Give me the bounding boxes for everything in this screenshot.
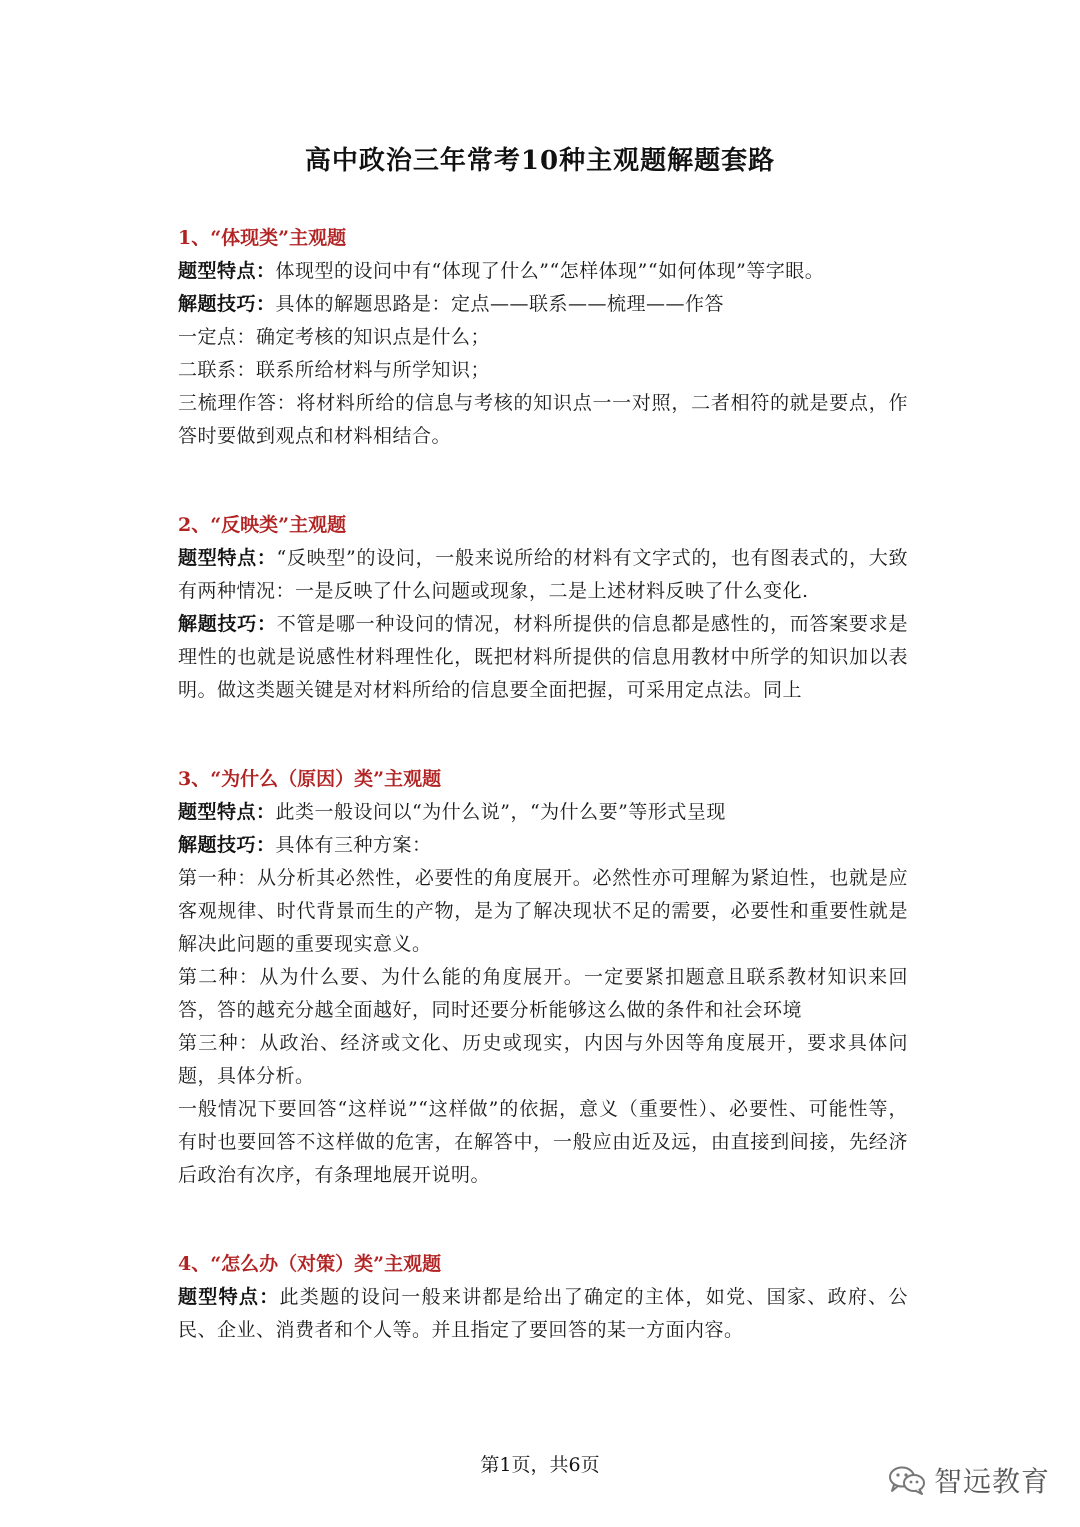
paragraph-text: 第三种：从政治、经济或文化、历史或现实，内因与外因等角度展开，要求具体问题，具体分析。 [178, 1032, 908, 1087]
paragraph [178, 1093, 908, 1192]
document-body [178, 222, 908, 1347]
paragraph-text: 二联系：联系所给材料与所学知识； [178, 359, 491, 381]
section-heading: 1、“体现类”主观题 [178, 227, 347, 249]
paragraph [178, 354, 908, 387]
section-heading: 2、“反映类”主观题 [178, 514, 347, 536]
paragraph-text: 一定点：确定考核的知识点是什么； [178, 326, 491, 348]
section-2 [178, 509, 908, 707]
paragraph [178, 321, 908, 354]
paragraph-lead: 解题技巧： [178, 834, 276, 856]
section-heading: 3、“为什么（原因）类”主观题 [178, 768, 442, 790]
paragraph-lead: 解题技巧： [178, 293, 276, 315]
watermark-text: 智远教育 [934, 1465, 1051, 1498]
paragraph [178, 1281, 908, 1347]
paragraph [178, 387, 908, 453]
paragraph [178, 542, 908, 608]
section-3 [178, 763, 908, 1192]
paragraph [178, 288, 908, 321]
paragraph [178, 961, 908, 1027]
paragraph [178, 829, 908, 862]
paragraph-lead: 题型特点： [178, 801, 276, 823]
paragraph-text: 具体有三种方案： [275, 834, 432, 856]
paragraph-text: 三梳理作答：将材料所给的信息与考核的知识点一一对照，二者相符的就是要点，作答时要做到观点和材料相结合。 [178, 392, 908, 447]
paragraph [178, 255, 908, 288]
section-4 [178, 1248, 908, 1347]
paragraph-text: 具体的解题思路是：定点——联系——梳理——作答 [275, 293, 725, 315]
paragraph-text: 此类一般设问以“为什么说”，“为什么要”等形式呈现 [275, 801, 726, 823]
paragraph [178, 1027, 908, 1093]
paragraph-text: 第二种：从为什么要、为什么能的角度展开。一定要紧扣题意且联系教材知识来回答，答的越充分越全面越好，同时还要分析能够这么做的条件和社会环境 [178, 966, 908, 1021]
paragraph-text: 一般情况下要回答“这样说”“这样做”的依据，意义（重要性）、必要性、可能性等，有时也要回答不这样做的危害，在解答中，一般应由近及远，由直接到间接，先经济后政治有次序，有条理地展开说明。 [178, 1098, 908, 1186]
paragraph-lead: 题型特点： [178, 260, 276, 282]
paragraph-text: “反映型”的设问，一般来说所给的材料有文字式的，也有图表式的，大致有两种情况：一是反映了什么问题或现象，二是上述材料反映了什么变化. [178, 547, 908, 602]
section-1 [178, 222, 908, 453]
paragraph [178, 608, 908, 707]
paragraph-text: 第一种：从分析其必然性，必要性的角度展开。必然性亦可理解为紧迫性，也就是应客观规律、时代背景而生的产物，是为了解决现状不足的需要，必要性和重要性就是解决此问题的重要现实意义。 [178, 867, 908, 955]
document-title: 高中政治三年常考10种主观题解题套路 [304, 146, 776, 176]
paragraph-text: 不管是哪一种设问的情况，材料所提供的信息都是感性的，而答案要求是理性的也就是说感性材料理性化，既把材料所提供的信息用教材中所学的知识加以表明。做这类题关键是对材料所给的信息要全面把握，可采用定点法。同上 [178, 613, 908, 701]
page-number: 第1页，共6页 [480, 1454, 600, 1476]
paragraph-text: 体现型的设问中有“体现了什么”“怎样体现”“如何体现”等字眼。 [275, 260, 825, 282]
watermark [888, 1458, 1050, 1502]
paragraph [178, 796, 908, 829]
wechat-icon [888, 1465, 926, 1495]
paragraph [178, 862, 908, 961]
paragraph-lead: 题型特点： [178, 1286, 280, 1308]
paragraph-lead: 题型特点： [178, 547, 277, 569]
section-heading: 4、“怎么办（对策）类”主观题 [178, 1253, 442, 1275]
paragraph-text: 此类题的设问一般来讲都是给出了确定的主体，如党、国家、政府、公民、企业、消费者和个人等。并且指定了要回答的某一方面内容。 [178, 1286, 908, 1341]
paragraph-lead: 解题技巧： [178, 613, 277, 635]
